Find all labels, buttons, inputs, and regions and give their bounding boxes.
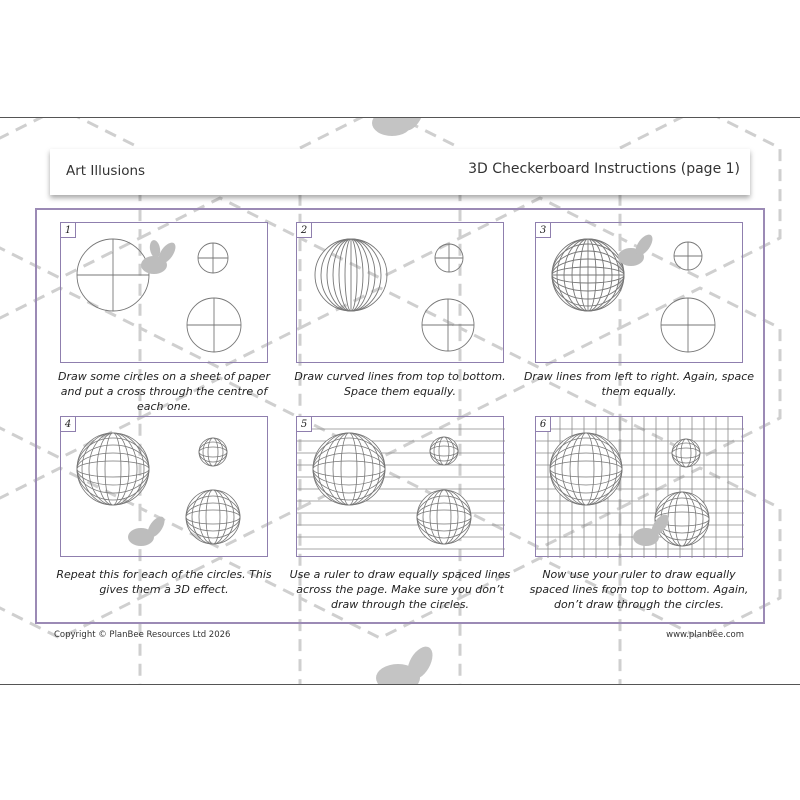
step-4-illustration <box>60 416 268 557</box>
instructions-frame <box>35 208 765 624</box>
page-title: 3D Checkerboard Instructions (page 1) <box>468 161 740 177</box>
step-2-caption: Draw curved lines from top to bottom. Space them equally. <box>294 370 506 398</box>
bee-watermark-icon <box>618 232 656 266</box>
subject-title: Art Illusions <box>66 163 146 179</box>
step-6-caption: Now use your ruler to draw equally spaced lines from top to bottom. Again, don’t draw through the circles. <box>529 568 749 611</box>
copyright-text: Copyright © PlanBee Resources Ltd 2026 <box>54 630 231 640</box>
worksheet-page <box>0 117 800 685</box>
step-5-illustration <box>296 416 504 557</box>
step-1-caption: Draw some circles on a sheet of paper and put a cross through the centre of each one. <box>58 370 270 413</box>
step-6-illustration <box>535 416 743 557</box>
step-4-caption: Repeat this for each of the circles. This gives them a 3D effect. <box>56 568 272 596</box>
step-3-illustration <box>535 222 743 363</box>
step-3-caption: Draw lines from left to right. Again, space them equally. <box>523 370 755 398</box>
step-number-4: 4 <box>60 416 76 432</box>
bee-watermark-icon <box>141 239 179 274</box>
website-link[interactable]: www.planbee.com <box>666 630 744 640</box>
step-2-illustration <box>296 222 504 363</box>
step-number-2: 2 <box>296 222 312 238</box>
step-1-illustration <box>60 222 268 363</box>
step-number-3: 3 <box>535 222 551 238</box>
bee-watermark-icon <box>128 514 168 546</box>
page-header <box>50 149 750 195</box>
step-number-1: 1 <box>60 222 76 238</box>
step-5-caption: Use a ruler to draw equally spaced lines across the page. Make sure you don’t draw through the circles. <box>289 568 511 611</box>
step-number-5: 5 <box>296 416 312 432</box>
step-number-6: 6 <box>535 416 551 432</box>
